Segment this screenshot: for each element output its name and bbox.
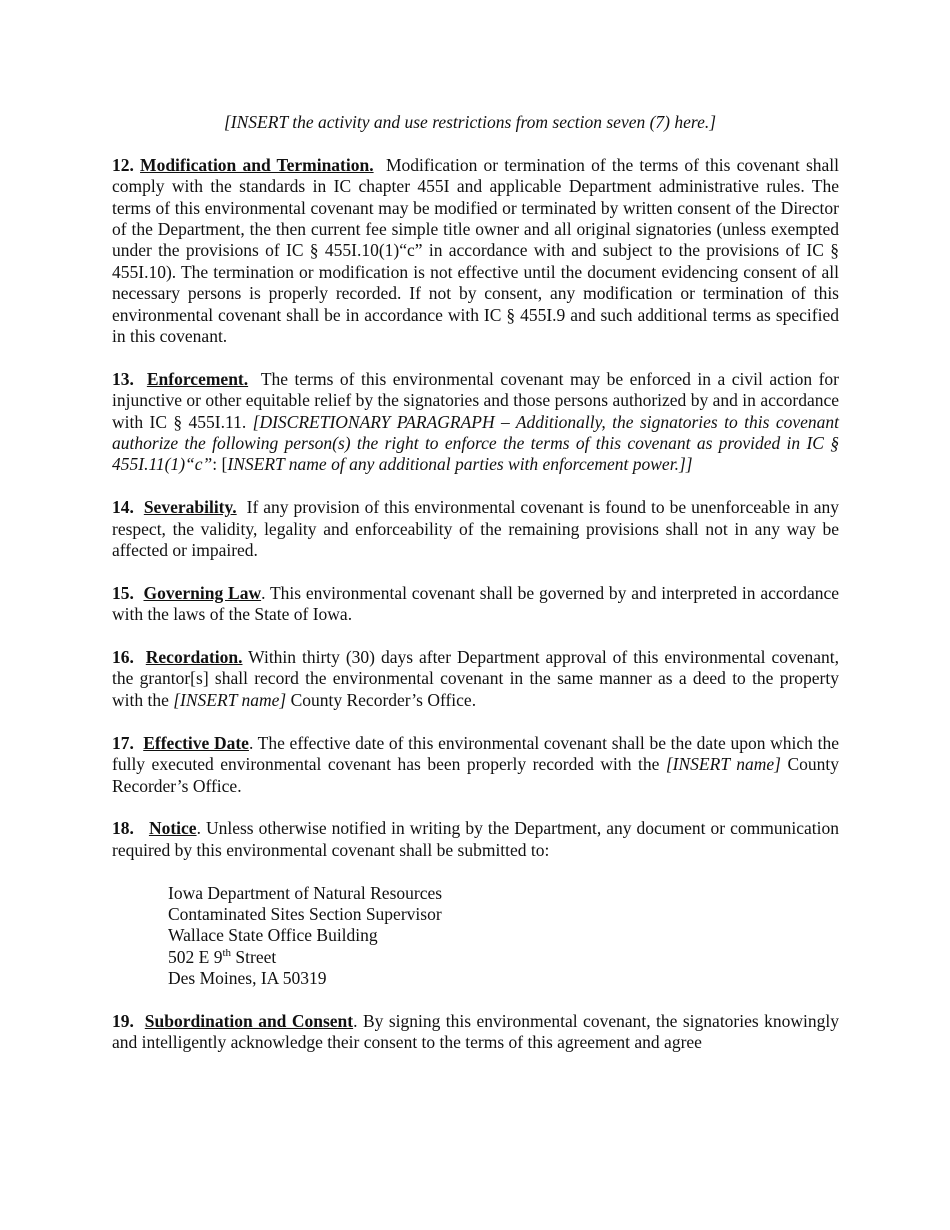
section-13-colon: : [ [212,454,228,475]
notice-address [168,883,839,990]
section-13 [112,369,839,476]
section-14 [112,497,839,561]
section-14-number: 14. [112,497,134,518]
section-18-body: . Unless otherwise notified in writing by the Department, any document or communication required by this environmental covenant shall be submitted to: [112,818,840,860]
address-line-5: Des Moines, IA 50319 [168,968,327,989]
street-suffix: Street [231,946,277,967]
document-page [112,112,839,1075]
section-15-number: 15. [112,582,134,603]
section-16 [112,647,839,711]
section-18-title: Notice [148,818,197,839]
section-15-title: Governing Law [143,582,262,603]
section-17-number: 17. [112,732,134,753]
section-17 [112,733,839,797]
section-17-body: . The effective date of this environmental covenant shall be the date upon which the fully executed environmental covenant has been properly recorded with the [112,732,839,775]
section-19-body: . By signing this environmental covenant, the signatories knowingly and intelligently acknowledge their consent to the terms of this agreement and agree [112,1010,840,1053]
section-18 [112,818,839,861]
section-16-body-end: County Recorder’s Office. [286,689,477,710]
insert-restrictions-note: [INSERT the activity and use restrictions from section seven (7) here.] [224,112,717,132]
section-17-title: Effective Date [143,732,249,753]
section-15-body: . This environmental covenant shall be governed by and interpreted in accordance with the laws of the State of Iowa. [112,582,839,625]
section-12-body: Modification or termination of the terms of this covenant shall comply with the standards in IC chapter 455I and applicable Department administrative rules. The terms of this environmental covenant may be modified or terminated by written consent of the Director of the Department, the then current fee simple title owner and all original signatories (unless exempted under the provisions of IC § 455I.10(1)“c” in accordance with and subject to the provisions of IC § 455I.10). The termination or modification is not effective until the document evidencing consent of all necessary persons is properly recorded. If not by consent, any modification or termination of this environmental covenant shall be in accordance with IC § 455I.9 and such additional terms as specified in this covenant. [112,154,840,347]
section-15 [112,583,839,626]
section-16-body: Within thirty (30) days after Department approval of this environmental covenant, the grantor[s] shall record the environmental covenant in the same manner as a deed to the property with the [112,647,839,710]
section-12 [112,155,839,348]
section-17-body-end: County Recorder’s Office. [112,754,839,796]
address-line-2: Contaminated Sites Section Supervisor [168,903,442,924]
section-12-title: Modification and Termination. [140,154,374,175]
section-13-title: Enforcement. [146,368,249,389]
section-14-title: Severability. [143,497,237,518]
address-line-4 [168,947,839,968]
street-ordinal: th [222,946,232,959]
section-16-title: Recordation. [145,647,243,668]
section-14-body: If any provision of this environmental covenant is found to be unenforceable in any respect, the validity, legality and enforceability of the remaining provisions shall not in any way be affected or impaired. [112,497,840,561]
section-17-insert-name: [INSERT name] [665,754,781,775]
section-13-insert-parties: INSERT name of any additional parties with enforcement power.]] [227,454,693,475]
section-19-number: 19. [112,1010,134,1031]
address-line-1: Iowa Department of Natural Resources [168,882,443,903]
section-16-insert-name: [INSERT name] [173,689,287,710]
section-13-discretionary: [DISCRETIONARY PARAGRAPH – Additionally, the signatories to this covenant authorize the following person(s) the right to enforce the terms of this covenant as provided in IC § 455I.11(1)“c” [112,411,839,475]
section-12-number: 12. [112,154,134,175]
section-16-number: 16. [112,647,134,668]
section-18-number: 18. [112,818,134,839]
section-19-title: Subordination and Consent [144,1010,354,1031]
address-line-3: Wallace State Office Building [168,925,378,946]
section-13-number: 13. [112,368,134,389]
section-13-body: The terms of this environmental covenant may be enforced in a civil action for injunctive or other equitable relief by the signatories and those persons authorized by and in accordance with IC § 455I.11. [112,368,839,432]
street-number: 502 E 9 [168,946,223,967]
section-19 [112,1011,839,1054]
